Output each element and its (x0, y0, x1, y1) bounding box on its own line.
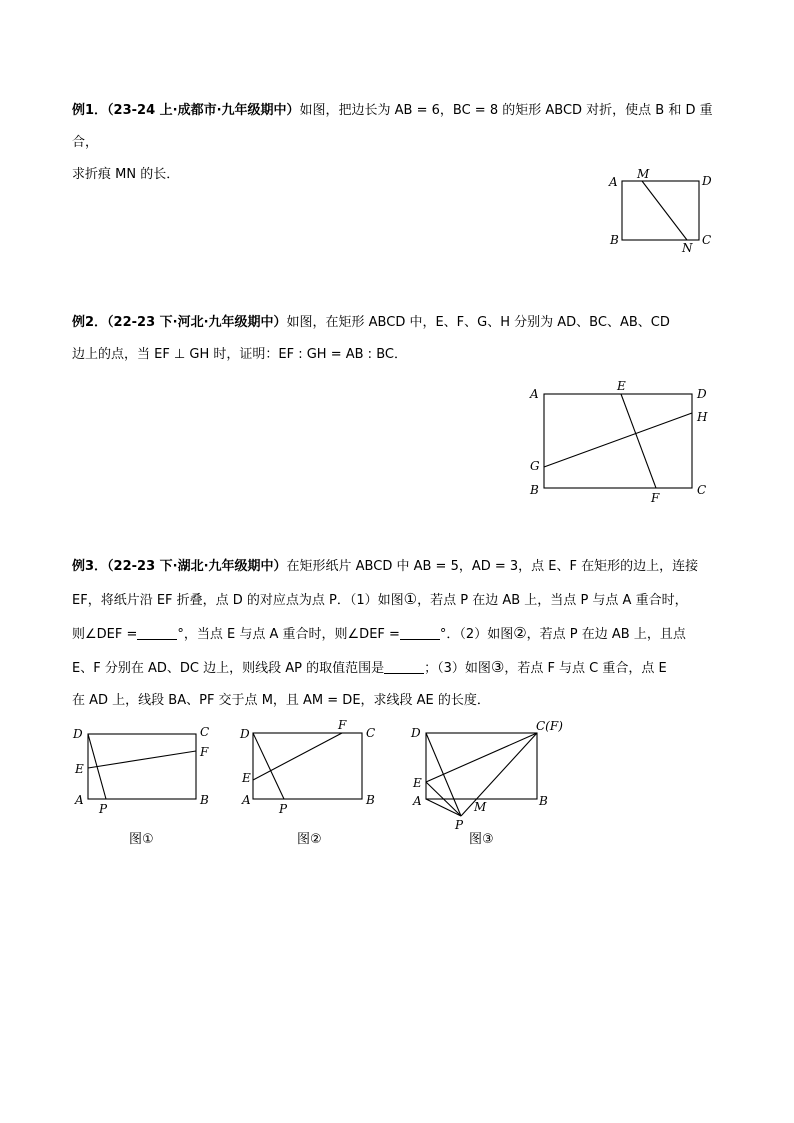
fig3a-label-p: P (99, 802, 108, 816)
fig1-label-b: B (610, 233, 619, 247)
fig3a-label-c: C (200, 725, 210, 739)
problem-2-source: （22-23 下·河北·九年级期中） (107, 315, 287, 330)
problem-3-text-3b: °，当点 E 与点 A 重合时，则∠DEF = (177, 627, 400, 642)
fig3a-label-b: B (200, 793, 209, 807)
problem-3-line-4 (72, 651, 734, 685)
figure-1 (600, 165, 730, 260)
figure-ref-2: ② (513, 624, 527, 642)
fig3c-segment-ef (426, 733, 537, 782)
problem-3-line-2 (72, 583, 734, 617)
problem-2-number: 例2． (72, 315, 108, 330)
fig3c-label-m: M (474, 800, 487, 814)
fig1-label-c: C (702, 233, 712, 247)
fig2-rectangle (544, 394, 692, 488)
fig1-label-m: M (637, 167, 650, 181)
figure-ref-3: ③ (490, 658, 505, 676)
fig1-crease-mn (642, 181, 687, 240)
problem-1-text-2: 求折痕 MN 的长． (72, 167, 180, 182)
fig2-segment-ef (621, 394, 656, 488)
fig3b-label-b: B (366, 793, 375, 807)
answer-blank-2[interactable] (400, 625, 440, 640)
problem-3-text-3a: 则∠DEF = (72, 627, 138, 642)
fig1-rectangle (622, 181, 699, 240)
problem-2-text-2: 边上的点，当 EF ⊥ GH 时，证明：EF : GH = AB : BC． (72, 347, 407, 362)
fig1-label-d: D (702, 174, 712, 188)
fig2-label-a: A (530, 387, 539, 401)
fig3a-label-d: D (73, 727, 83, 741)
fig3a-rectangle (88, 734, 196, 799)
fig3c-segment-ap (426, 799, 461, 816)
problem-1-line-1 (72, 95, 734, 159)
problem-2-line-1 (72, 307, 734, 339)
problem-3-text-4b: ；（3）如图 (424, 661, 491, 676)
fig3b-segment-ef (253, 733, 342, 780)
answer-blank-1[interactable] (137, 625, 177, 640)
fig2-segment-gh (544, 413, 692, 467)
problem-2 (72, 307, 734, 371)
fig3b-label-d: D (240, 727, 250, 741)
problem-3-number: 例3． (72, 559, 108, 574)
problem-3-text-4c: ，若点 F 与点 C 重合，点 E (504, 661, 667, 676)
problem-1-number: 例1． (72, 103, 108, 118)
fig3c-label-cf: C(F) (536, 719, 563, 733)
problem-3-text-3d: ，若点 P 在边 AB 上，且点 (526, 627, 686, 642)
fig3c-label-d: D (411, 726, 421, 740)
fig2-label-e: E (617, 379, 626, 393)
fig3c-caption: 图③ (469, 832, 494, 847)
figure-3c (405, 715, 575, 850)
fig3c-label-e: E (413, 776, 422, 790)
fig3a-segment-dp (88, 734, 106, 799)
fig3c-segment-dp (426, 733, 461, 816)
fig2-label-g: G (530, 459, 540, 473)
fig3a-label-a: A (75, 793, 84, 807)
figure-2 (525, 380, 725, 510)
fig3c-rectangle (426, 733, 537, 799)
problem-3-text: 在矩形纸片 ABCD 中 AB = 5，AD = 3，点 E、F 在矩形的边上，连接 (286, 559, 699, 574)
fig3c-label-b: B (539, 794, 548, 808)
figure-ref-1: ① (403, 590, 418, 608)
problem-3-text-5: 在 AD 上，线段 BA、PF 交于点 M，且 AM = DE，求线段 AE 的长度． (72, 693, 490, 708)
fig3b-label-a: A (242, 793, 251, 807)
fig3b-rectangle (253, 733, 362, 799)
fig2-label-h: H (697, 410, 708, 424)
fig3c-label-a: A (413, 794, 422, 808)
fig2-label-d: D (697, 387, 707, 401)
fig3a-label-f: F (200, 745, 209, 759)
fig3a-caption: 图① (129, 832, 154, 847)
fig1-label-a: A (609, 175, 618, 189)
fig3a-segment-ef (88, 751, 196, 768)
fig3b-label-f: F (338, 718, 347, 732)
problem-2-text: 如图，在矩形 ABCD 中，E、F、G、H 分别为 AD、BC、AB、CD (286, 315, 670, 330)
fig3c-segment-pf (461, 733, 537, 816)
figure-3a (70, 720, 220, 850)
problem-3-source: （22-23 下·湖北·九年级期中） (107, 559, 287, 574)
fig1-label-n: N (682, 241, 693, 255)
fig3c-label-p: P (455, 818, 464, 832)
fig3b-label-c: C (366, 726, 376, 740)
problem-3-line-5 (72, 685, 734, 717)
problem-3-text-2a: EF，将纸片沿 EF 折叠，点 D 的对应点为点 P．（1）如图 (72, 593, 404, 608)
problem-3-line-3 (72, 617, 734, 651)
fig2-label-b: B (530, 483, 539, 497)
problem-1-source: （23-24 上·成都市·九年级期中） (107, 103, 300, 118)
problem-3-text-2b: ，若点 P 在边 AB 上，当点 P 与点 A 重合时， (417, 593, 688, 608)
problem-3 (72, 551, 734, 717)
fig3b-label-p: P (279, 802, 288, 816)
problem-2-line-2 (72, 339, 734, 371)
fig3a-label-e: E (75, 762, 84, 776)
problem-3-line-1 (72, 551, 734, 583)
figure-3b (237, 720, 387, 850)
problem-3-text-4a: E、F 分别在 AD、DC 边上，则线段 AP 的取值范围是 (72, 661, 385, 676)
problem-3-text-3c: °．（2）如图 (439, 627, 514, 642)
answer-blank-3[interactable] (384, 659, 424, 674)
fig3b-label-e: E (242, 771, 251, 785)
fig2-label-f: F (651, 491, 660, 505)
fig2-label-c: C (697, 483, 707, 497)
problem-1-text: 如图，把边长为 AB = 6，BC = 8 的矩形 ABCD 对折，使点 B 和 D 重合， (72, 103, 713, 150)
fig3b-caption: 图② (297, 832, 322, 847)
